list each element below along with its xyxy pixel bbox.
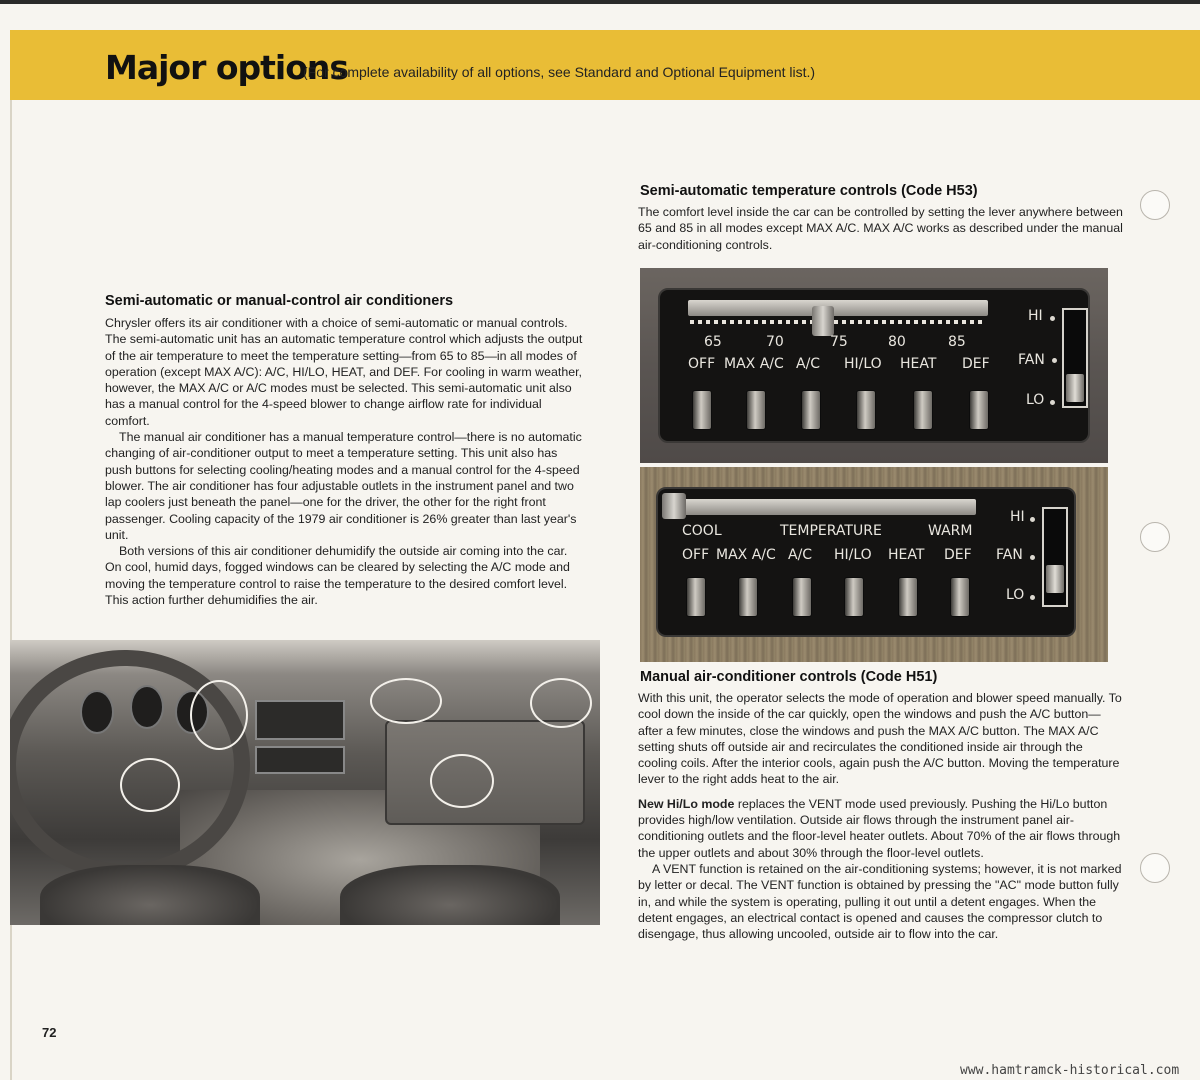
semi-auto-text: The comfort level inside the car can be controlled by setting the lever anywhere between 65 and 85 in all modes except MAX A/C. MAX A/C works as described under the manual air-conditioning controls. [638, 205, 1123, 252]
highlight-circle [370, 678, 442, 724]
mode-label: A/C [788, 547, 813, 563]
mode-push-button [738, 577, 758, 617]
mode-push-button [969, 390, 989, 430]
mode-label: HI/LO [844, 356, 882, 372]
manual-heading: Manual air-conditioner controls (Code H51) [640, 669, 938, 685]
manual-panel-photo [640, 467, 1108, 662]
radio-unit [255, 700, 345, 740]
hilo-lead: New Hi/Lo mode [638, 796, 735, 811]
mode-push-button [746, 390, 766, 430]
mode-label: MAX A/C [716, 547, 776, 563]
paragraph [638, 796, 1124, 861]
semi-auto-panel-photo [640, 268, 1108, 463]
fan-detent-dot [1050, 316, 1055, 321]
control-face [656, 487, 1076, 637]
paragraph: Chrysler offers its air conditioner with a choice of semi-automatic or manual controls. The semi-automatic unit has an automatic temperature control which adjusts the output of the air temperature to meet the temperature setting—from 65 to 85—in all modes of operation (except MAX A/C): A/C, HI/LO, HEAT, and DEF. For cooling in warm weather, however, the MAX A/C or A/C modes must be selected. This semi-automatic unit also has a manual control for the 4-speed blower to change airflow rate for individual comfort. [105, 316, 583, 428]
header-banner [10, 30, 1200, 100]
paragraph: The manual air conditioner has a manual temperature control—there is no automatic changing of air-conditioner output to meet a temperature setting. This unit also has push buttons for selecting cooling/heating modes and a manual control for the 4-speed blower. The air conditioner has four adjustable outlets in the instrument panel and two lap coolers just beneath the panel—one for the driver, the other for the right front passenger. Cooling capacity of the 1979 air conditioner is 26% greater than last year's unit. [105, 430, 582, 542]
page-title: Major options [105, 48, 349, 87]
climate-unit [255, 746, 345, 774]
manual-body [638, 690, 1124, 942]
paragraph: With this unit, the operator selects the mode of operation and blower speed manually. To cool down the inside of the car quickly, open the windows and push the A/C button—after a few minutes, close the windows and push the MAX A/C button. The MAX A/C setting shuts off outside air and recirculates the conditioned inside air through the cooling coils. After the interior cools, again push the A/C button. Moving the temperature lever to the right adds heat to the air. [638, 691, 1122, 787]
fan-detent-dot [1030, 595, 1035, 600]
mode-label: OFF [688, 356, 716, 372]
scale-label: 75 [830, 334, 848, 350]
fan-lever [1066, 374, 1084, 402]
watermark: www.hamtramck-historical.com [960, 1063, 1180, 1078]
mode-push-button [844, 577, 864, 617]
highlight-circle [430, 754, 494, 808]
mode-label: HEAT [888, 547, 925, 563]
left-margin-rule [10, 100, 12, 1080]
mode-label: OFF [682, 547, 710, 563]
temperature-slider-track [688, 300, 988, 316]
scale-label: 85 [948, 334, 966, 350]
binder-hole [1140, 522, 1170, 552]
fan-detent-dot [1052, 358, 1057, 363]
fan-detent-dot [1050, 400, 1055, 405]
mode-push-button [801, 390, 821, 430]
highlight-circle [120, 758, 180, 812]
temperature-label: TEMPERATURE [780, 523, 882, 539]
fan-detent-dot [1030, 517, 1035, 522]
semi-auto-heading: Semi-automatic temperature controls (Code H53) [640, 183, 978, 199]
mode-push-button [686, 577, 706, 617]
fan-label: LO [1026, 392, 1045, 408]
fan-label: FAN [996, 547, 1023, 563]
mode-label: DEF [962, 356, 990, 372]
mode-label: HI/LO [834, 547, 872, 563]
mode-label: A/C [796, 356, 821, 372]
section-heading-ac: Semi-automatic or manual-control air conditioners [105, 293, 454, 309]
scale-label: 80 [888, 334, 906, 350]
fan-label: HI [1010, 509, 1025, 525]
page-subtitle: (For complete availability of all options, see Standard and Optional Equipment list.) [303, 64, 816, 80]
mode-push-button [692, 390, 712, 430]
top-rule [0, 0, 1200, 4]
scale-label: 70 [766, 334, 784, 350]
paragraph: A VENT function is retained on the air-conditioning systems; however, it is not marked by letter or decal. The VENT function is obtained by pressing the "AC" mode button fully in, and while the system is operating, pulling it out until a detent engages. When the detent engages, an electrical contact is opened and causes the compressor clutch to disengage, thus allowing uncooled, outside air to flow into the car. [638, 861, 1122, 942]
highlight-circle [190, 680, 248, 750]
temperature-scale-ticks [690, 320, 986, 324]
fan-slot [1042, 507, 1068, 607]
binder-hole [1140, 853, 1170, 883]
binder-hole [1140, 190, 1170, 220]
temperature-lever [812, 306, 834, 336]
driver-seat [40, 865, 260, 925]
mode-push-button [856, 390, 876, 430]
fan-label: HI [1028, 308, 1043, 324]
mode-push-button [913, 390, 933, 430]
hilo-text: replaces the VENT mode used previously. Pushing the Hi/Lo button provides high/low ventilation. Outside air flows through the instrument panel air-conditioning outlets and the floor-level heater outlets. About 70% of the air flows through the upper outlets and about 30% through the floor-level outlets. [638, 796, 1121, 860]
gauge [80, 690, 114, 734]
fan-lever [1046, 565, 1064, 593]
scale-label: 65 [704, 334, 722, 350]
fan-detent-dot [1030, 555, 1035, 560]
mode-label: MAX A/C [724, 356, 784, 372]
mode-label: HEAT [900, 356, 937, 372]
dashboard-photo [10, 640, 600, 925]
mode-push-button [950, 577, 970, 617]
fan-label: FAN [1018, 352, 1045, 368]
passenger-seat [340, 865, 560, 925]
page-number: 72 [42, 1025, 57, 1040]
mode-push-button [792, 577, 812, 617]
highlight-circle [530, 678, 592, 728]
temperature-slider-track [676, 499, 976, 515]
section-body-ac [105, 315, 583, 608]
mode-label: DEF [944, 547, 972, 563]
gauge [130, 685, 164, 729]
mode-push-button [898, 577, 918, 617]
fan-slot [1062, 308, 1088, 408]
control-face [658, 288, 1090, 443]
paragraph: Both versions of this air conditioner dehumidify the outside air coming into the car. On cool, humid days, fogged windows can be cleared by selecting the A/C mode and moving the temperature control to raise the temperature to the desired comfort level. This action further dehumidifies the air. [105, 544, 570, 608]
cool-label: COOL [682, 523, 722, 539]
fan-label: LO [1006, 587, 1025, 603]
temperature-lever [662, 493, 686, 519]
warm-label: WARM [928, 523, 973, 539]
